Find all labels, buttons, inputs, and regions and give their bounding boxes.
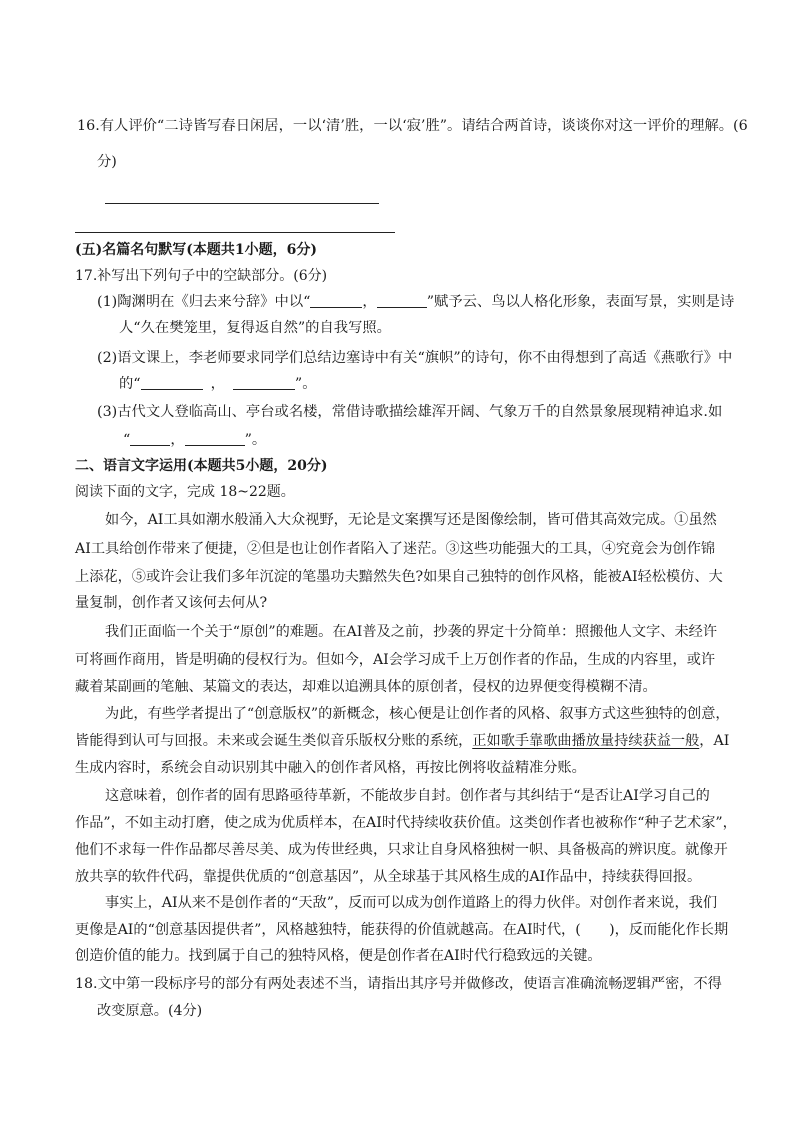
section-heading: (五)名篇名句默写(本题共1小题，6分) [75,242,317,258]
answer-line [105,203,379,204]
passage-line [75,731,729,751]
item-text: “ [123,432,131,448]
passage-line: 作品”，不如主动打磨，使之成为优质样本，在AI时代持续收获价值。这类创作者也被称作“种子艺术家”， [75,815,737,831]
item-text: ， [170,432,185,448]
fill-blank[interactable] [310,293,362,308]
passage-line: 这意味着，创作者的固有思路亟待革新，不能故步自封。创作者与其纠结于“是否让AI学习自己的 [105,788,710,804]
passage-line: 可将画作商用，皆是明确的侵权行为。但如今，AI会学习成千上万创作者的作品，生成的内容里，或许 [75,652,716,668]
passage-line: AI工具给创作带来了便捷，②但是也让创作者陷入了迷茫。③这些功能强大的工具，④究竟会为创作锦 [75,541,716,557]
passage-line: 更像是AI的“创意基因提供者”，风格越独特，能获得的价值就越高。在AI时代，( )，反而能化作长期 [75,922,729,938]
passage-line: 生成内容时，系统会自动识别其中融入的创作者风格，再按比例将收益精准分账。 [75,760,586,776]
q17-stem: 17.补写出下列句子中的空缺部分。(6分) [75,268,328,284]
passage-line: 量复制，创作者又该何去何从? [75,595,268,611]
q18-text-cont: 改变原意。(4分) [97,1003,203,1019]
q17-item-2: (2)语文课上，李老师要求同学们总结边塞诗中有关“旗帜”的诗句，你不由得想到了高适《燕歌行》中 [97,350,733,366]
passage-line: 放共享的软件代码，靠提供优质的“创意基因”，从全球基于其风格生成的AI作品中，持续获得回报。 [75,869,702,885]
q17-item-2-cont [119,374,317,394]
item-text: ”赋予云、鸟以人格化形象，表面写景，实则是诗 [426,294,735,310]
passage-text: 皆能得到认可与回报。未来或会诞生类似音乐版权分账的系统， [75,733,473,749]
passage-line: 创造价值的能力。找到属于自己的独特风格，便是创作者在AI时代行稳致远的关键。 [75,948,602,964]
passage-line: 藏着某副画的笔触、某篇文的表达，却难以追溯具体的原创者，侵权的边界便变得模糊不清。 [75,679,657,695]
q18-text: 18.文中第一段标序号的部分有两处表述不当，请指出其序号并做修改，使语言准确流畅逻辑严密，不得 [75,976,722,992]
passage-line: 我们正面临一个关于“原创”的难题。在AI普及之前，抄袭的界定十分简单：照搬他人文字、未经许 [105,624,718,640]
item-text: ”。 [294,376,317,392]
item-text: ， [362,294,377,310]
fill-blank[interactable] [185,431,245,446]
passage-line: 如今，AI工具如潮水般涌入大众视野，无论是文案撰写还是图像绘制，皆可借其高效完成。①虽然 [105,512,717,528]
passage-text: ，AI [699,733,730,749]
part-heading: 二、语言文字运用(本题共5小题，20分) [75,458,328,474]
q17-item-1 [97,292,734,312]
item-text: (1)陶渊明在《归去来兮辞》中以“ [97,294,311,310]
fill-blank[interactable] [233,375,295,390]
item-text: ”。 [244,432,267,448]
answer-line [75,232,395,233]
passage-line: 为此，有些学者提出了“创意版权”的新概念，核心便是让创作者的风格、叙事方式这些独特的创意， [105,706,730,722]
reading-intro: 阅读下面的文字，完成 18~22题。 [75,484,295,500]
fill-blank[interactable] [130,431,170,446]
underlined-phrase: 正如歌手靠歌曲播放量持续获益一般 [472,733,700,749]
q16-text: 16.有人评价“二诗皆写春日闲居，一以‘清’胜，一以‘寂’胜”。请结合两首诗，谈谈你对这一评价的理解。(6 [77,118,748,134]
item-text: ， [210,376,225,392]
q17-item-3: (3)古代文人登临高山、亭台或名楼，常借诗歌描绘雄浑开阔、气象万千的自然景象展现精神追求.如 [97,404,723,420]
item-text: 的“ [119,376,141,392]
passage-line: 他们不求每一件作品都尽善尽美、成为传世经典，只求让自身风格独树一帜、具备极高的辨识度。就像开 [75,842,728,858]
q16-text-cont: 分) [97,154,117,170]
q17-item-1-cont: 人“久在樊笼里，复得返自然”的自我写照。 [119,320,391,336]
passage-line: 上添花，⑤或许会让我们多年沉淀的笔墨功夫黯然失色?如果自己独特的创作风格，能被AI轻松模仿、大 [75,569,723,585]
fill-blank[interactable] [141,375,203,390]
fill-blank[interactable] [377,293,427,308]
q17-item-3-cont [123,430,266,450]
passage-line: 事实上，AI从来不是创作者的“天敌”，反而可以成为创作道路上的得力伙伴。对创作者来说，我们 [105,895,718,911]
